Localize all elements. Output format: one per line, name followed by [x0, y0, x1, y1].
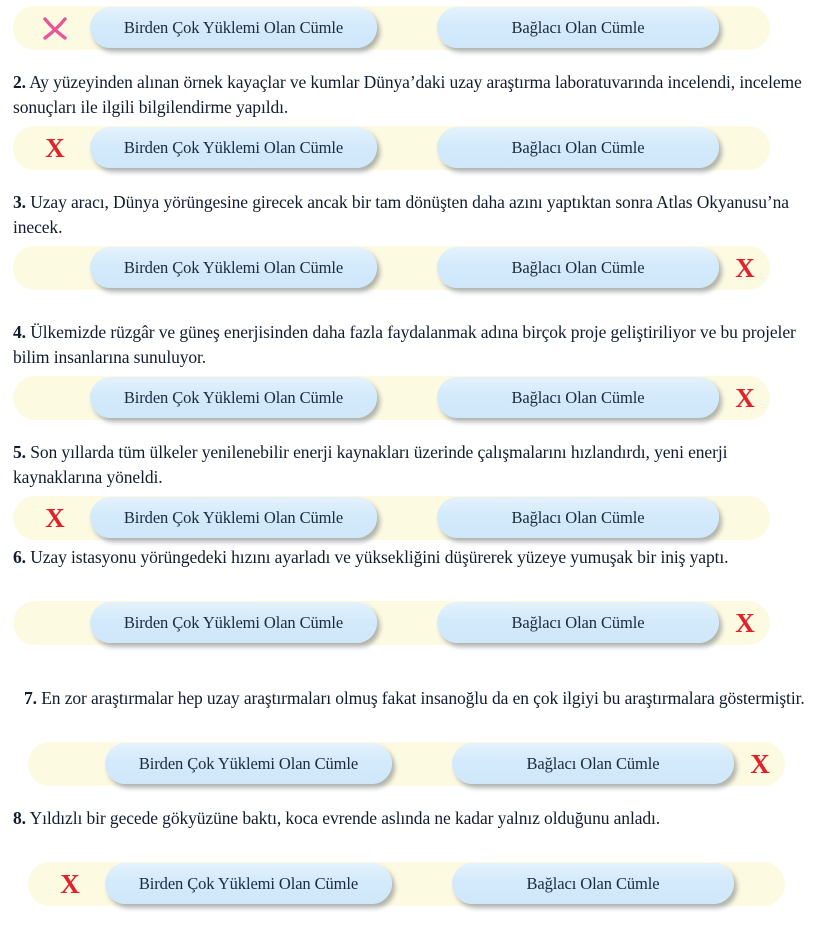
question-text-7: [24, 686, 809, 711]
x-mark-right-6: X: [735, 607, 755, 638]
option-label: Birden Çok Yüklemi Olan Cümle: [123, 17, 344, 37]
x-mark-right-4: X: [735, 382, 755, 413]
option-label: Birden Çok Yüklemi Olan Cümle: [138, 873, 359, 893]
question-number: 8.: [13, 808, 26, 828]
question-text-2: [13, 70, 808, 120]
question-sentence: Yıldızlı bir gecede gökyüzüne baktı, koca evrende aslında ne kadar yalnız olduğunu anladı.: [29, 808, 661, 828]
option-multi-predicate-7[interactable]: [105, 743, 392, 784]
option-label: Birden Çok Yüklemi Olan Cümle: [123, 507, 344, 527]
option-conjunction-8[interactable]: [452, 863, 734, 904]
answer-row-8: [28, 862, 785, 906]
option-multi-predicate-2[interactable]: [90, 127, 377, 168]
answer-row-2: [13, 126, 770, 170]
question-number: 7.: [24, 688, 37, 708]
question-sentence: Son yıllarda tüm ülkeler yenilenebilir enerji kaynakları üzerinde çalışmalarını hızlandırdı, yeni enerji kaynaklarına yöneldi.: [13, 442, 728, 487]
question-sentence: Ülkemizde rüzgâr ve güneş enerjisinden daha fazla faydalanmak adına birçok proje geliştiriliyor ve bu projeler bilim insanlarına sunuluyor.: [13, 322, 796, 367]
answer-row-5: [13, 496, 770, 540]
answer-row-1: [13, 6, 770, 50]
x-mark-right-7: X: [750, 748, 770, 779]
option-multi-predicate-3[interactable]: [90, 247, 377, 288]
question-sentence: Uzay istasyonu yörüngedeki hızını ayarladı ve yüksekliğini düşürerek yüzeye yumuşak bir iniş yaptı.: [30, 547, 729, 567]
option-label: Birden Çok Yüklemi Olan Cümle: [123, 257, 344, 277]
question-number: 2.: [13, 72, 26, 92]
x-mark-left-5: X: [45, 502, 65, 533]
option-label: Bağlacı Olan Cümle: [526, 753, 660, 773]
answer-row-3: [13, 246, 770, 290]
option-label: Bağlacı Olan Cümle: [511, 257, 645, 277]
x-mark-left-2: X: [45, 132, 65, 163]
option-label: Birden Çok Yüklemi Olan Cümle: [123, 612, 344, 632]
option-label: Bağlacı Olan Cümle: [526, 873, 660, 893]
option-multi-predicate-6[interactable]: [90, 602, 377, 643]
question-number: 4.: [13, 322, 26, 342]
option-label: Birden Çok Yüklemi Olan Cümle: [123, 137, 344, 157]
question-number: 6.: [13, 547, 26, 567]
x-mark-right-3: X: [735, 252, 755, 283]
option-multi-predicate-4[interactable]: [90, 377, 377, 418]
question-text-3: [13, 190, 808, 240]
option-label: Birden Çok Yüklemi Olan Cümle: [123, 387, 344, 407]
answer-row-7: [28, 742, 785, 786]
question-sentence: Ay yüzeyinden alınan örnek kayaçlar ve kumlar Dünya’daki uzay araştırma laboratuvarında incelendi, inceleme sonuçları ile ilgili bilgilendirme yapıldı.: [13, 72, 802, 117]
question-text-4: [13, 320, 808, 370]
question-number: 5.: [13, 442, 26, 462]
answer-row-4: [13, 376, 770, 420]
option-multi-predicate-8[interactable]: [105, 863, 392, 904]
option-conjunction-3[interactable]: [437, 247, 719, 288]
option-label: Birden Çok Yüklemi Olan Cümle: [138, 753, 359, 773]
x-mark-left-1: [35, 6, 75, 50]
option-label: Bağlacı Olan Cümle: [511, 387, 645, 407]
question-sentence: En zor araştırmalar hep uzay araştırmaları olmuş fakat insanoğlu da en çok ilgiyi bu araştırmalara göstermiştir.: [41, 688, 805, 708]
option-conjunction-1[interactable]: [437, 7, 719, 48]
option-multi-predicate-1[interactable]: [90, 7, 377, 48]
option-multi-predicate-5[interactable]: [90, 497, 377, 538]
question-number: 3.: [13, 192, 26, 212]
option-label: Bağlacı Olan Cümle: [511, 17, 645, 37]
option-conjunction-6[interactable]: [437, 602, 719, 643]
option-conjunction-2[interactable]: [437, 127, 719, 168]
option-conjunction-5[interactable]: [437, 497, 719, 538]
x-mark-left-8: X: [60, 868, 80, 899]
question-text-8: [13, 806, 808, 831]
option-conjunction-7[interactable]: [452, 743, 734, 784]
option-label: Bağlacı Olan Cümle: [511, 507, 645, 527]
question-sentence: Uzay aracı, Dünya yörüngesine girecek ancak bir tam dönüşten daha azını yaptıktan sonra Atlas Okyanusu’na inecek.: [13, 192, 789, 237]
option-conjunction-4[interactable]: [437, 377, 719, 418]
question-text-6: [13, 545, 808, 570]
option-label: Bağlacı Olan Cümle: [511, 612, 645, 632]
question-text-5: [13, 440, 808, 490]
option-label: Bağlacı Olan Cümle: [511, 137, 645, 157]
answer-row-6: [13, 601, 770, 645]
